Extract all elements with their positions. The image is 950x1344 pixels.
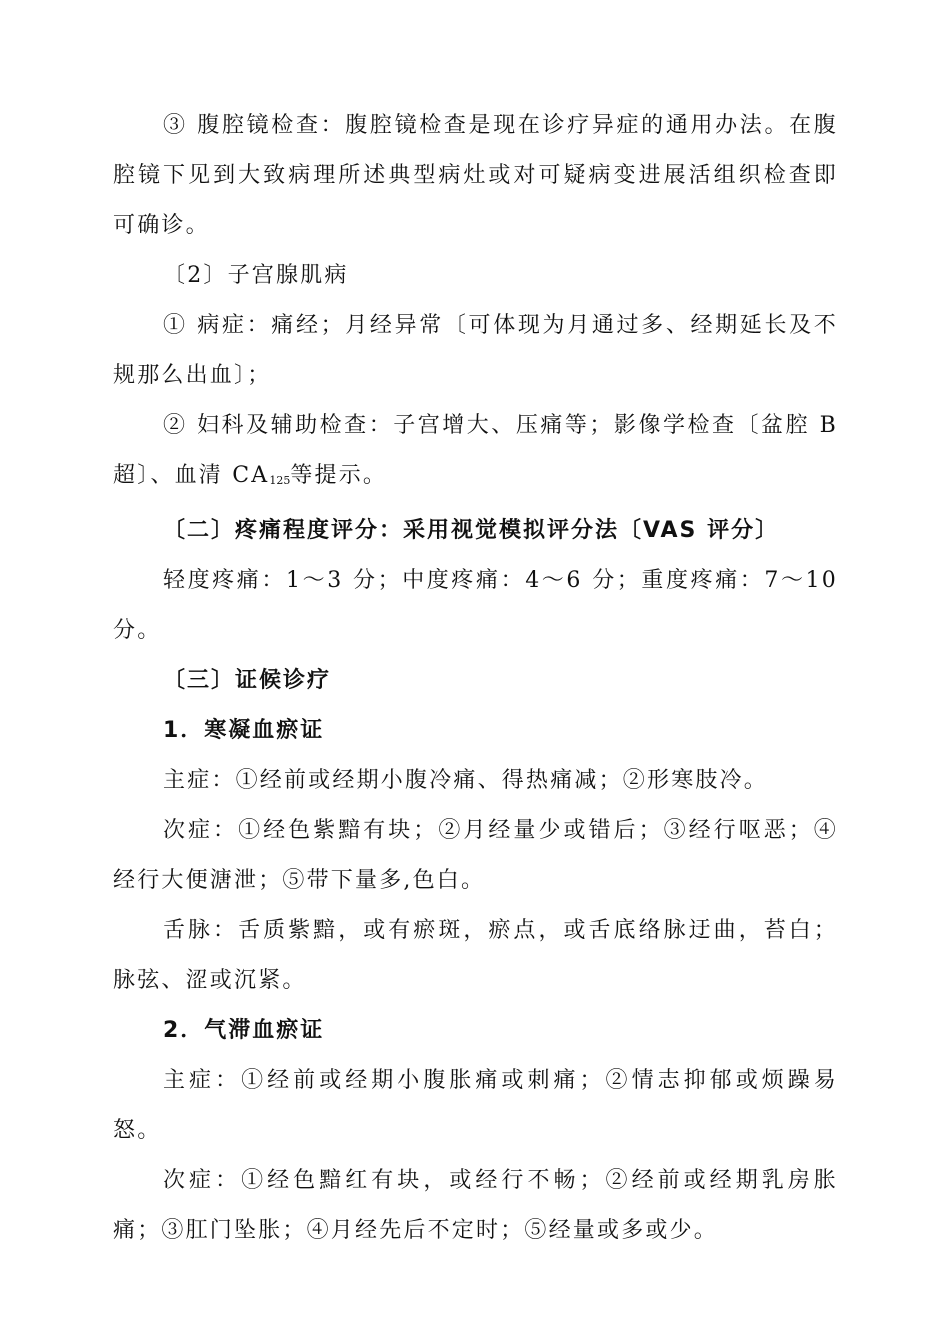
heading-pain-score: 〔二〕疼痛程度评分：采用视觉模拟评分法〔VAS 评分〕 — [163, 518, 780, 543]
paragraph-cold-main: 主症：①经前或经期小腹冷痛、得热痛减；②形寒肢冷。 — [163, 768, 769, 793]
heading-qi-stagnation: 2．气滞血瘀证 — [163, 1018, 325, 1043]
gyn-exam-text-end: 等提示。 — [290, 463, 388, 488]
paragraph-cold-tongue-pulse: 舌脉：舌质紫黯，或有瘀斑，瘀点，或舌底络脉迂曲，苔白；脉弦、涩或沉紧。 — [113, 918, 838, 993]
document-page — [113, 101, 838, 1256]
ca-subscript: 125 — [269, 474, 291, 487]
subheading-adenomyosis: 〔2〕子宫腺肌病 — [163, 263, 349, 288]
paragraph-laparoscopy: ③ 腹腔镜检查：腹腔镜检查是现在诊疗异症的通用办法。在腹腔镜下见到大致病理所述典型病灶或对可疑病变进展活组织检查即可确诊。 — [113, 113, 838, 238]
paragraph-gyn-exam — [113, 401, 838, 506]
heading-cold-stasis: 1．寒凝血瘀证 — [163, 718, 325, 743]
paragraph-cold-secondary: 次症：①经色紫黯有块；②月经量少或错后；③经行呕恶；④经行大便溏泄；⑤带下量多,色白。 — [113, 818, 838, 893]
paragraph-qi-main: 主症：①经前或经期小腹胀痛或刺痛；②情志抑郁或烦躁易怒。 — [113, 1068, 838, 1143]
gyn-exam-text: ② 妇科及辅助检查：子宫增大、压痛等；影像学检查〔盆腔 B 超〕、血清 CA — [113, 413, 838, 488]
paragraph-pain-levels: 轻度疼痛：1～3 分；中度疼痛：4～6 分；重度疼痛：7～10 分。 — [113, 568, 838, 643]
paragraph-symptoms: ① 病症：痛经；月经异常〔可体现为月通过多、经期延长及不规那么出血〕； — [113, 313, 838, 388]
paragraph-qi-secondary: 次症：①经色黯红有块，或经行不畅；②经前或经期乳房胀痛；③肛门坠胀；④月经先后不定时；⑤经量或多或少。 — [113, 1168, 838, 1243]
heading-syndrome-diagnosis: 〔三〕证候诊疗 — [163, 668, 332, 693]
